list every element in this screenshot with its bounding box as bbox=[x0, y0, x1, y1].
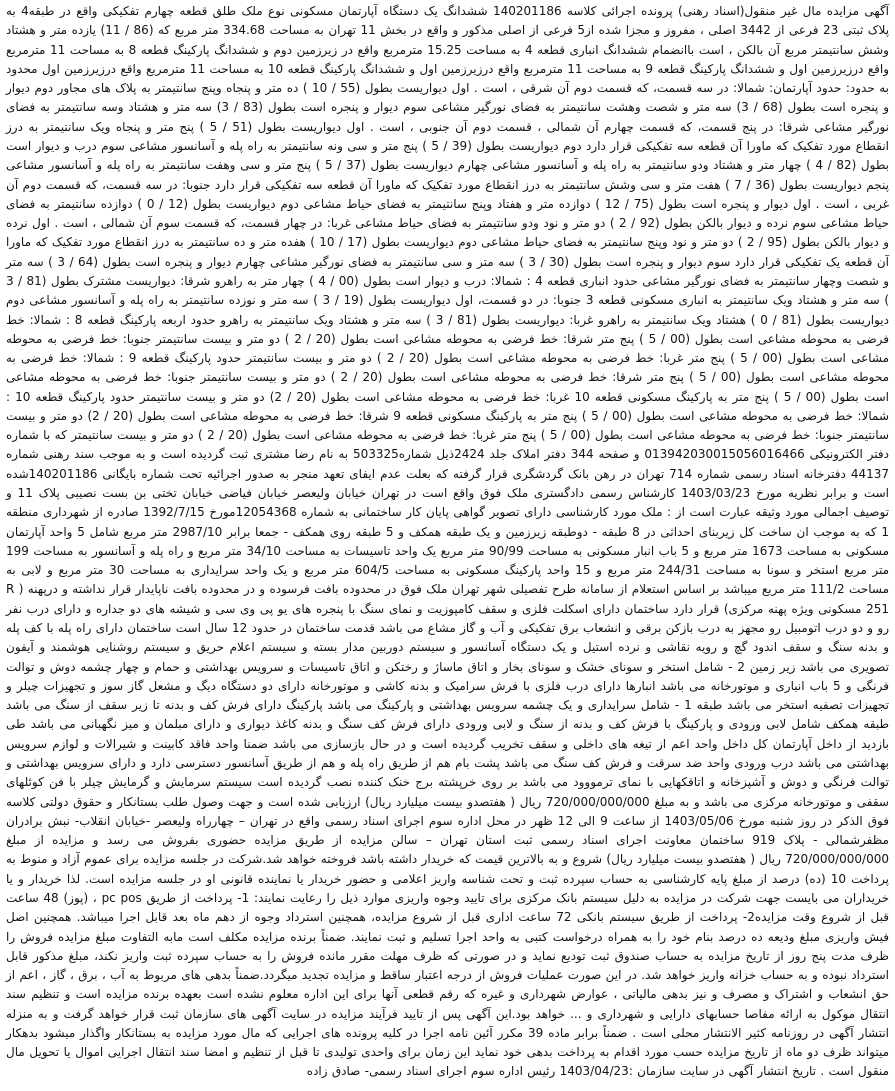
auction-notice-text: آگهی مزایده مال غیر منقول(اسناد رهنی) پرونده اجرائی کلاسه 140201186 ششدانگ یک دستگاه آپارتمان مسکونی نوع ملک طلق قطعه چهارم تفکیکی واقع در طبقه4 به پلاک ثبتی 23 فرعی از 3442 اصلی ، مفروز و مجزا شده از5 فرعی از اصلی مذکور و واقع در بخش 11 تهران به مساحت 334.68 متر مربع که (86 / 11) یازده متر و هشتاد وشش سانتیمتر مربع آن بالکن ، است باانضمام ششدانگ انباری قطعه 4 به مساحت 15.25 مترمربع واقع در زیرزمین دوم و ششدانگ پارکینگ قطعه 8 به مساحت 11 مترمربع واقع درزیرزمین اول و ششدانگ پارکینگ قطعه 9 به مساحت 11 مترمربع واقع درزیرزمین اول و ششدانگ پارکینگ قطعه 10 به مساحت 11 مترمربع واقع درزیرزمین اول محدود به حدود: حدود آپارتمان: شمالا: در سه قسمت، که قسمت دوم آن شرقی ، است . اول دیواریست بطول (55 / 10 ) ده متر و پنجاه وپنج سانتیمتر به پلاک های مجاور دوم دیوار و پنجره است بطول (68 / 3) سه متر و شصت وهشت سانتیمتر به فضای نورگیر مشاعی سوم دیوار و پنجره است بطول (83 / 3) سه متر و هشتاد وسه سانتیمتر به فضای نورگیر مشاعی شرقا: در پنج قسمت، که قسمت چهارم آن شمالی ، قسمت دوم آن جنوبی ، است . اول دیواریست بطول (51 / 5 ) پنج متر و پنجاه ویک سانتیمتر به درز انقطاع مورد تفکیک که ماورا آن قطعه سه تفکیکی قرار دارد دوم دیواریست بطول (39 / 5 ) پنج متر و سی ونه سانتیمتر به راه پله و آسانسور مشاعی سوم درب و دیوار است بطول (82 / 4 ) چهار متر و هشتاد ودو سانتیمتر به راه پله و آسانسور مشاعی چهارم دیواریست بطول (37 / 5 ) پنج متر و سی وهفت سانتیمتر به راه پله و آسانسور مشاعی پنجم دیواریست بطول (36 / 7 ) هفت متر و سی وشش سانتیمتر به درز انقطاع مورد تفکیک که ماورا آن قطعه سه تفکیکی قرار دارد جنوبا: در سه قسمت، که قسمت دوم آن غربی ، است . اول دیوار و پنجره است بطول (75 / 12 ) دوازده متر و هفتاد وپنج سانتیمتر به فضای حیاط مشاعی دوم دیواریست بطول (12 / 0 ) دوازده سانتیمتر به فضای حیاط مشاعی سوم نرده و دیوار بالکن بطول (92 / 2 ) دو متر و نود ودو سانتیمتر به فضای حیاط مشاعی غربا: در چهار قسمت، که قسمت سوم آن شمالی ، است . اول نرده و دیوار بالکن بطول (95 / 2 ) دو متر و نود وپنج سانتیمتر به فضای حیاط مشاعی دوم دیواریست بطول (17 / 10 ) هفده متر و ده سانتیمتر به درز انقطاع مورد تفکیک که ماورا آن قطعه یک تفکیکی قرار دارد سوم دیوار و پنجره است بطول (30 / 3 ) سه متر و سی سانتیمتر به فضای نورگیر مشاعی چهارم دیوار و پنجره است بطول (64 / 3 ) سه متر و شصت وچهار سانتیمتر به فضای نورگیر مشاعی حدود انباری قطعه 4 : شمالا: درب و دیوار است بطول (00 / 4 ) چهار متر به راهرو شرقا: دیواریست مشترک بطول (81 / 3 ) سه متر و هشتاد ویک سانتیمتر به انباری مسکونی قطعه 3 جنوبا: در دو قسمت، اول دیواریست بطول (19 / 3 ) سه متر و نوزده سانتیمتر به راه پله و آسانسور مشاعی دوم دیواریست بطول (81 / 0 ) هشتاد ویک سانتیمتر به راهرو غربا: دیواریست بطول (81 / 3 ) سه متر و هشتاد ویک سانتیمتر به راهرو حدود اربعه پارکینگ قطعه 8 : شمالا: خط فرضی به محوطه مشاعی است بطول (00 / 5 ) پنج متر شرقا: خط فرضی به محوطه مشاعی است بطول (20 / 2 ) دو متر و بیست سانتیمتر جنوبا: خط فرضی به محوطه مشاعی است بطول (00 / 5 ) پنج متر غربا: خط فرضی به محوطه مشاعی است بطول (20 / 2 ) دو متر و بیست سانتیمتر حدود پارکینگ قطعه 9 : شمالا: خط فرضی به محوطه مشاعی است بطول (00 / 5 ) پنج متر شرقا: خط فرضی به محوطه مشاعی است بطول (20 / 2 ) دو متر و بیست سانتیمتر جنوبا: خط فرضی به محوطه مشاعی است بطول (00 / 5 ) پنج متر به پارکینگ مسکونی قطعه 10 غربا: خط فرضی به محوطه مشاعی است بطول (20 / 2) دو متر و بیست سانتیمتر حدود پارکینگ قطعه 10 : شمالا: خط فرضی به محوطه مشاعی است بطول (00 / 5 ) پنج متر به پارکینگ مسکونی قطعه 9 شرقا: خط فرضی به محوطه مشاعی است بطول (20 / 2) دو متر و بیست سانتیمتر جنوبا: خط فرضی به محوطه مشاعی است بطول (00 / 5 ) پنج متر غربا: خط فرضی به محوطه مشاعی است بطول (20 / 2 ) دو متر و بیست سانتیمتر که با شماره دفتر الکترونیکی 013942030015056016466 و صفحه 344 دفتر املاک جلد 2424ذیل شماره503325 به نام رضا مشتری ثبت گردیده است و به موجب سند رهنی شماره 44137 دفترخانه اسناد رسمی شماره 714 تهران در رهن بانک گردشگری قرار گرفته که بعلت عدم ایفای تعهد منجر به صدور اجرائیه تحت شماره بایگانی 140201186شده است و برابر نظریه مورخ 1403/03/23 کارشناس رسمی دادگستری ملک فوق واقع است در تهران خیابان ولیعصر خیابان فیاضی خیابان تختی بن بست نصیبی پلاک 11 و توصیف اجمالی مورد وثیقه عبارت است از : ملک مورد کارشناسی دارای تصویر گواهی پایان کار ساختمانی به شماره 12054368مورخ 1392/7/15 صادره از شهرداری منطقه 1 که به موجب ان ساخت کل زیربنای احداثی در 8 طبقه - دوطبقه زیرزمین و یک طبقه همکف و 5 طبقه روی همکف - جمعا برابر 2987/10 متر مربع شامل 5 واحد آپارتمان مسکونی به مساحت 1673 متر مربع و 5 باب انبار مسکونی به مساحت 90/99 متر مربع یک واحد تاسیسات به مساحت 34/10 متر مربع و راه پله و آسانسور به مساحت 199 متر مربع استخر و سونا به مساحت 244/31 متر مربع و 15 واحد پارکینگ مسکونی به مساحت 604/5 متر مربع و یک واحد سرایداری به مساحت 30 متر مربع و لابی به مساحت 111/2 متر مربع میباشد بر اساس استعلام از سامانه طرح تفصیلی شهر تهران ملک فوق در محدوده بافت فرسوده و در محدوده بافت ناپایدار قرار نداشته و درپهنه ( R 251 مسکونی ویژه پهنه مرکزی) قرار دارد ساختمان دارای اسکلت فلزی و سقف کامپوزیت و نمای سنگ با پنجره های یو پی وی سی و شیشه های دو جداره و دارای درب نفر رو و دو درب اتومبیل رو مجهز به درب بازکن برقی و انشعاب برق تفکیکی و آب و گاز مشاع می باشد قدمت ساختمان در حدود 12 سال است ساختمان دارای راه پله با کف پله و بدنه سنگ و سقف اندود گچ و رویه نقاشی و نرده استیل و یک دستگاه آسانسور و سیستم دوربین مدار بسته و سیستم اعلام حریق و سیستم روشنایی هوشمند و آیفون تصویری می باشد زیر زمین 2 - شامل استخر و سونای خشک و سونای بخار و اتاق ماساژ و رختکن و اتاق تاسیسات و سرویس بهداشتی و حمام و چهار چشمه دوش و توالت فرنگی و 5 باب انباری و موتورخانه می باشد انبارها دارای درب فلزی با فرش سرامیک و بدنه کاشی و موتورخانه دارای دو دستگاه دیگ و مشعل گاز سوز و تجهیزات چیلر و تجهیزات تصفیه استخر می باشد طبقه 1 - شامل سرایداری و یک چشمه سرویس بهداشتی و پارکینگ می باشد پارکینگ دارای فرش کف و بدنه تا زیر سقف از سنگ می باشد طبقه همکف شامل لابی ورودی و پارکینگ با فرش کف و بدنه از سنگ و لابی ورودی دارای فرش کف سنگ و بدنه کاغذ دیواری و دارای مبلمان و میز نگهبانی می باشد طی بازدید از داخل آپارتمان کل داخل واحد اعم از تیغه های داخلی و سقف تخریب گردیده است و در حال بازسازی می باشد ضمنا واحد فاقد کابینت و شیرالات و لوازم سرویس بهداشتی می باشد درب ورودی واحد ضد سرقت و فرش کف سنگ می باشد پشت بام هم از طریق راه پله و هم از طریق آسانسور دسترسی دارد و دارای سرویس بهداشتی و توالت فرنگی و دوش و آشپزخانه و اتاقکهایی با نمای ترمووود می باشد بر روی خرپشته برج خنک کننده نصب گردیده است سیستم سرمایش و گرمایش چیلر با فن کوئلهای سقفی و موتورخانه مرکزی می باشد و به مبلغ 720/000/000/000 ریال ( هفتصدو بیست میلیارد ریال) ارزیابی شده است و جهت وصول طلب بستانکار و حقوق دولتی کلاسه فوق الذکر در روز شنبه مورخ 1403/05/06 از ساعت 9 الی 12 ظهر در محل اداره سوم اجرای اسناد رسمی واقع در تهران – چهارراه ولیعصر -خیابان انقلاب- نبش برادران مظفرشمالی - پلاک 919 ساختمان معاونت اجرای اسناد رسمی ثبت استان تهران – سالن مزایده از طریق مزایده حضوری بفروش می رسد و مزایده از مبلغ 720/000/000/000 ریال ( هفتصدو بیست میلیارد ریال) شروع و به بالاترین قیمت که خریدار داشته باشد فروخته خواهد شد.شرکت در جلسه مزایده برای عموم آزاد و منوط به پرداخت 10 (ده) درصد از مبلغ پایه کارشناسی به حساب سپرده ثبت و تحت شناسه واریز اعلامی و حضور خریدار یا نماینده قانونی او در جلسه مزایده است. لذا خریدار و یا خریداران می بایست جهت شرکت در مزایده به دلیل سیستم بانک مرکزی برای تایید وجوه واریزی موارد ذیل را رعایت نمایند: 1- پرداخت از طریق pc pos ، (پوز) 48 ساعت قبل از شروع وقت مزایده2- پرداخت از طریق سیستم بانکی 72 ساعت اداری قبل از شروع مزایده، همچنین استرداد وجوه از دهم ماه بعد قابل اجرا میباشد. همچنین اصل فیش واریزی مبلغ ودیعه ده درصد بنام خود را به همراه درخواست کتبی به واحد اجرا تسلیم و ثبت نمایند. ضمناً برنده مزایده مکلف است مابه التفاوت مبلغ مزایده فروش را ظرف مدت پنج روز از تاریخ مزایده به حساب صندوق ثبت تودیع نماید و در صورتی که ظرف مهلت مقرر مانده فروش را به حساب سپرده ثبت واریز نکند، مبلغ مذکور قابل استرداد نبوده و به حساب خزانه واریز خواهد شد. در این صورت عملیات فروش از درجه اعتبار ساقط و مزایده تجدید میگردد.ضمناً بدهی های مربوط به آب ، برق ، گاز ، اعم از حق انشعاب و اشتراک و مصرف و نیز بدهی مالیاتی ، عوارض شهرداری و غیره که رقم قطعی آنها برای این اداره معلوم نشده است بعهده برنده مزایده است و تنظیم سند انتقال موکول به ارائه مفاصا حسابهای دارایی و شهرداری و ... خواهد بود.این آگهی پس از تایید فرآیند مزایده در سایت آگهی های سازمان ثبت قرار خواهد گرفت و به منزله انتشار آگهی در روزنامه کثیر الانتشار محلی است . ضمناً برابر ماده 39 مکرر آئین نامه اجرا در کلیه پرونده های اجرایی که مال مورد مزایده به بستانکار واگذار میشود بدهکار میتواند ظرف دو ماه از تاریخ مزایده حسب مورد اقدام به پرداخت بدهی خود نماید این زمان برای واحدی تولیدی تا قبل از تنظیم و امضا سند انتقال اجرایی اموال یا تحویل مال منقول است . تاریخ انتشار آگهی در سایت سازمان :1403/04/23 رئیس اداره سوم اجرای اسناد رسمی- صادق زاده bbox=[6, 4, 890, 1079]
